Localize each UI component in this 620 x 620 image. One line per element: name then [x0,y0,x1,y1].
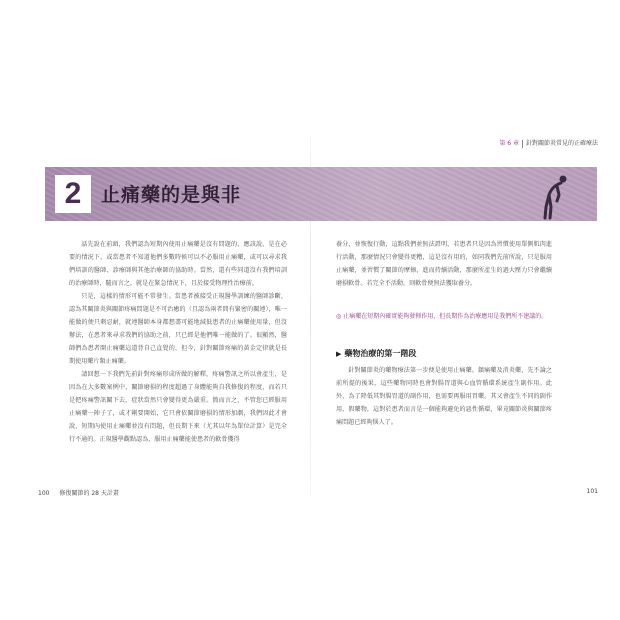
section-number: 2 [55,175,91,213]
left-column [69,238,287,446]
paragraph: 話先說在前頭，我們認為短期內使用止痛藥是沒有問題的，應該說，是在必要的情況下，或當患者不知道他們多數時候可以不必服用止痛藥，或可以尋求我們培訓的醫師、診療師與其他治療師的協助時。當然，還有些同道沒有我們培訓的治療師時，隨而言之，就是在緊急情況下，且於接受物理性治療前。 [69,241,287,287]
note [336,311,552,322]
note-mark: ◎ [336,313,342,320]
subsection-body [336,364,552,429]
subsection-heading [336,348,416,359]
subsection-title: 藥物治療的第一階段 [344,349,417,358]
note-text: 止痛藥在短期內確實能夠發揮作用，但長期作為治療應用是我們所不建議的。 [343,313,548,320]
running-head-title: 針對關節炎常見的正確療法 [525,140,598,147]
paragraph: 養分，並恢復行動，這點我們並無法證明，若患者只是因為習慣使用單側肌肉進行活動，那麼情況只會變得更糟，這是沒有用的，如同我們先前所說，只是服用止痛藥，並習慣了關節的摩擦，進而持續活動，那麼所產生的過大壓力只會繼續磨損軟骨。若完全不活動，則軟骨便無法獲取養分。 [336,241,552,287]
running-head-divider [522,140,523,148]
paragraph: 針對關節炎的藥物療法第一步便是使用止痛藥。鎮痛藥及消炎藥，先不論之前所提的後果，這些藥物同時也會對腸胃道與心血管循環系統產生副作用。此外，為了降低其對腸胃道的副作用，也需要再服用胃藥。其又會產生不同的副作用，假藥物，這對於患者而言是一個能夠避免的惡性循環，畢竟關節炎與關節疼痛問題已經夠惱人了。 [336,367,552,426]
triangle-bullet-icon: ▶ [336,350,342,358]
paragraph: 請回想一下我們先前針對疼痛形成所做的解釋，疼痛警訊之所以會產生，是因為在大多數案例中，關節磨損的程度超過了身體能夠自我修復的程度，而若只是把疼痛警訊關下去，症狀當然只會變得更為嚴重。簡而言之，不管您已經服用止痛藥一陣子了，或才剛要開始，它只會依關節磨損的情形加劇，我們因此才會說，短期內使用止痛藥並沒有問題，但長期下來（尤其以年為單位計算）是完全行不通的。正規醫學觀點認為，服用止痛藥能使患者的軟骨獲得 [69,371,287,443]
page-number-left: 100 [38,490,50,497]
book-title: 修復關節的 28 天計畫 [59,490,119,497]
folio-left [38,488,119,497]
chapter-banner [45,167,597,221]
page-number-right: 101 [586,488,598,495]
running-head [499,138,598,148]
right-column [336,238,552,290]
section-title: 止痛藥的是與非 [101,184,242,206]
bent-over-person-icon [535,171,575,221]
paragraph: 只是，這樣的情形可能不常發生。當患者被接受正規醫學訓練的醫師診斷，認為其關節炎與關節疼痛問題是不可治癒的（且認為兩者間有緊密的關連），唯一能做的便只剩忍耐，就連醫師本身都想盡可能地減低患者的止痛藥使用量，但沒辦法，在患者來尋求我們的協助之前，只已經是他們唯一能做的了。很顯然，醫師們為患者開止痛藥這道背自己直覺的，但今，針對關節疼痛的黃金定律就是長期使用藥片類止痛藥。 [69,293,287,365]
running-head-chapter: 第 6 章 [499,140,519,147]
folio-right [587,488,598,495]
